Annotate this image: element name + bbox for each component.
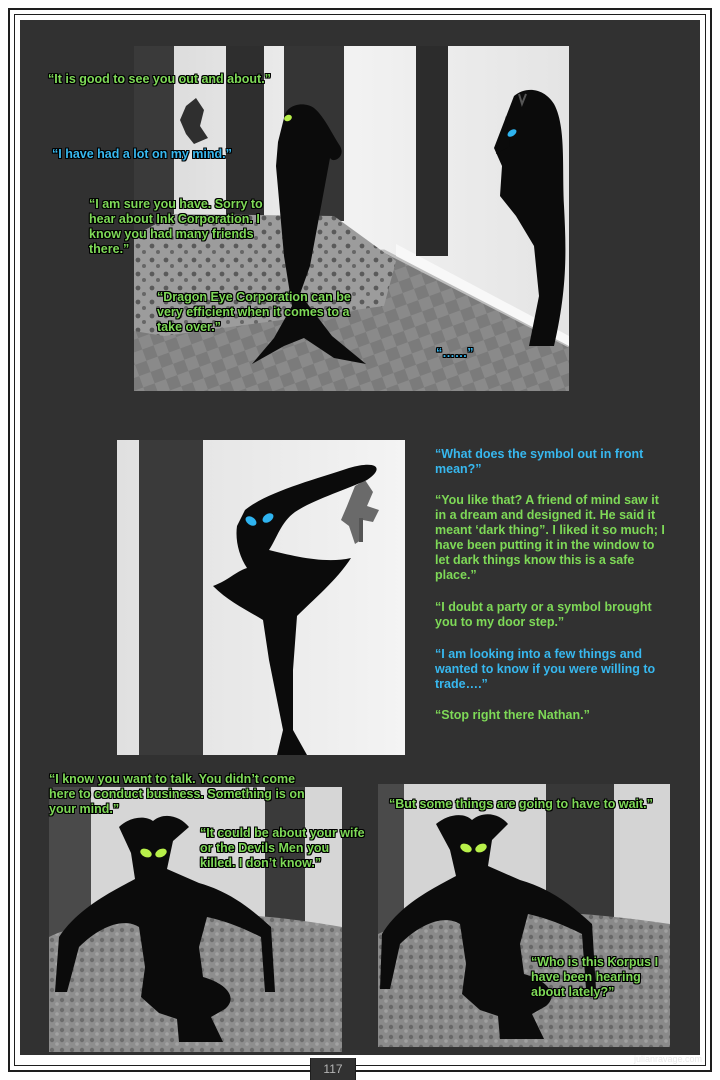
speech-balloon: “I am sure you have. Sorry to hear about Ink Corporation. I know you had many friends there.” [89,197,263,256]
speech-balloon: “I have had a lot on my mind.” [52,147,232,161]
page-number: 117 [310,1058,356,1080]
panel-2-illustration [117,440,405,755]
speech-balloon: “But some things are going to have to wait.” [389,797,653,811]
panel-4-illustration [378,784,670,1047]
speech-balloon: “I know you want to talk. You didn’t come here to conduct business. Something is on your mind.” [49,772,305,816]
dialogue-line: “I am looking into a few things and wanted to know if you were willing to trade….” [435,647,656,691]
speech-balloon: “Who is this Korpus I have been hearing about lately?” [531,955,659,999]
speech-balloon: “It is good to see you out and about.” [48,72,271,86]
panel-2-creature-closeup [117,440,405,755]
dialogue-line: “You like that? A friend of mind saw it in a dream and designed it. He said it meant ‘dark thing”. I liked it so much; I have been putting it in the window to let dark things know this is a safe place.” [435,493,665,582]
speech-balloon: “Dragon Eye Corporation can be very efficient when it comes to a take over.” [157,290,351,334]
site-credit: julianravage.com [633,1054,702,1064]
dialogue-line: “What does the symbol out in front mean?” [435,447,644,476]
speech-balloon: “It could be about your wife or the Devils Men you killed. I don’t know.” [200,826,365,870]
dialogue-line: “Stop right there Nathan.” [435,708,590,722]
speech-balloon: “……” [436,346,474,360]
dialogue-line: “I doubt a party or a symbol brought you to my door step.” [435,600,652,629]
panel-4-seated-creature [378,784,670,1047]
